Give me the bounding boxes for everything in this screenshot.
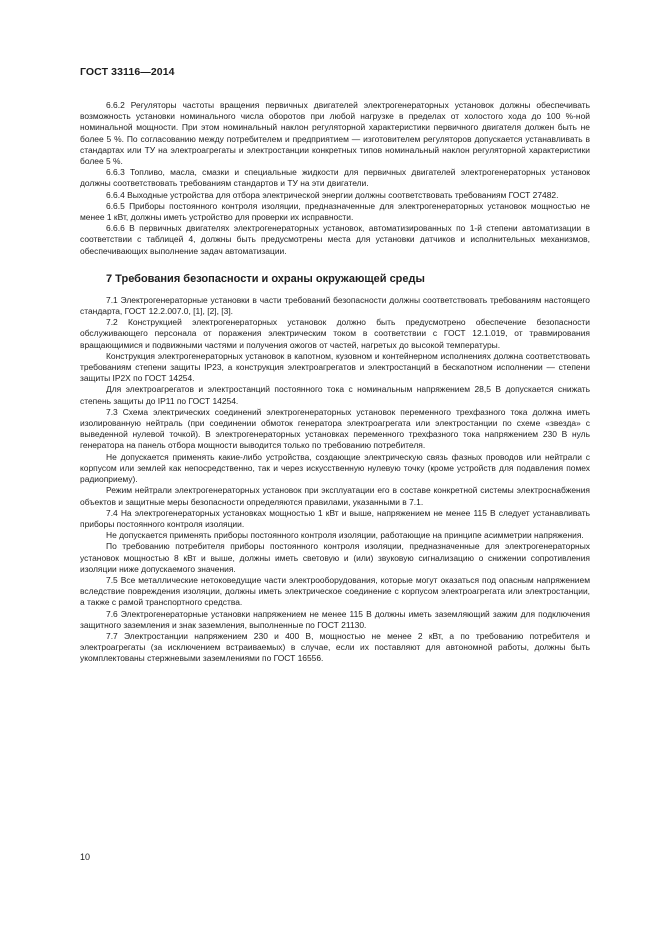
section-heading: 7 Требования безопасности и охраны окружающей среды <box>106 272 425 285</box>
paragraph-7-4-prohibition: Не допускается применять приборы постоянного контроля изоляции, работающие на принципе асимметрии напряжения. <box>106 530 584 541</box>
paragraph-7-3-neutral-mode: Режим нейтрали электрогенераторных установок при эксплуатации его в составе конкретной системы электроснабжения объектов и защитные меры безопасности определяются правилами, указанными в 7.1. <box>80 485 590 507</box>
paragraph-7-3: 7.3 Схема электрических соединений электрогенераторных установок переменного трехфазного тока должна иметь изолированную нейтраль (при соединении обмоток генератора электроагрегата или электростанции по схеме «звезда» с выведенной нулевой точкой). В электрогенераторных установках переменного трехфазного тока напряжением 230 В нуль генератора на панель отбора мощности выводится только по требованию потребителя. <box>80 406 590 451</box>
paragraph-6-6-2: 6.6.2 Регуляторы частоты вращения первичных двигателей электрогенераторных установок должны обеспечивать возможность установки номинального числа оборотов при любой нагрузке в пределах от холостого хода до 100 %-ной номинальной мощности. При этом номинальный наклон регуляторной характеристики первичного двигателя должен быть не более 5 %. По согласованию между потребителем и предприятием — изготовителем регуляторов допускается устанавливать в стандартах или ТУ на электроагрегаты и электростанции конкретных типов номинальный наклон регуляторной характеристики более 5 %. <box>80 100 590 167</box>
standard-header: ГОСТ 33116—2014 <box>80 66 175 78</box>
paragraph-6-6-5: 6.6.5 Приборы постоянного контроля изоляции, предназначенные для электрогенераторных установок мощностью не менее 1 кВт, должны иметь устройство для проверки их исправности. <box>80 200 590 223</box>
page-number: 10 <box>80 852 91 862</box>
paragraph-7-3-prohibition: Не допускается применять какие-либо устройства, создающие электрическую связь фазных проводов или нейтрали с корпусом или землей как непосредственно, так и через искусственную нулевую точку (кроме устройств для подавления помех радиоприему). <box>80 451 590 485</box>
paragraph-7-5: 7.5 Все металлические нетоковедущие части электрооборудования, которые могут оказаться под опасным напряжением вследствие повреждения изоляции, должны иметь электрическое соединение с корпусом электроагрегата или электростанции, а также с рамой транспортного средства. <box>80 574 590 608</box>
paragraph-7-6: 7.6 Электрогенераторные установки напряжением не менее 115 В должны иметь заземляющий зажим для подключения защитного заземления и знак заземления, выполненные по ГОСТ 21130. <box>80 608 590 630</box>
paragraph-7-1: 7.1 Электрогенераторные установки в части требований безопасности должны соответствовать требованиям настоящего стандарта, ГОСТ 12.2.007.0, [1], [2], [3]. <box>80 294 590 317</box>
paragraph-6-6-6: 6.6.6 В первичных двигателях электрогенераторных установок, автоматизированных по 1-й степени автоматизации в соответствии с таблицей 4, должны быть предусмотрены места для установки датчиков и исполнительных механизмов, обеспечивающих выполнение задач автоматизации. <box>80 223 590 256</box>
paragraph-7-7: 7.7 Электростанции напряжением 230 и 400 В, мощностью не менее 2 кВт, а по требованию потребителя и электроагрегаты (за исключением встраиваемых) в случае, если их поставляют для автономной работы, должны быть укомплектованы стержневыми заземлениями по ГОСТ 16556. <box>80 630 590 664</box>
paragraph-7-2-design: Конструкция электрогенераторных установок в капотном, кузовном и контейнерном исполнениях должна соответствовать требованиям степени защиты IP23, а конструкция электроагрегатов и электростанций в бескапотном исполнении — степени защиты IP2X по ГОСТ 14254. <box>80 350 590 384</box>
paragraph-7-4: 7.4 На электрогенераторных установках мощностью 1 кВт и выше, напряжением не менее 115 В следует устанавливать приборы постоянного контроля изоляции. <box>80 507 590 529</box>
paragraph-6-6-4: 6.6.4 Выходные устройства для отбора электрической энергии должны соответствовать требованиям ГОСТ 27482. <box>106 189 559 200</box>
paragraph-7-4-signalling: По требованию потребителя приборы постоянного контроля изоляции, предназначенные для электрогенераторных установок мощностью 8 кВт и выше, должны иметь световую и (или) звуковую сигнализацию о снижении сопротивления изоляции ниже допускаемого значения. <box>80 541 590 574</box>
document-body <box>80 100 590 665</box>
paragraph-6-6-3: 6.6.3 Топливо, масла, смазки и специальные жидкости для первичных двигателей электрогенераторных установок должны соответствовать требованиям стандартов и ТУ на эти двигатели. <box>80 167 590 189</box>
paragraph-7-2: 7.2 Конструкцией электрогенераторных установок должно быть предусмотрено обеспечение безопасности обслуживающего персонала от поражения электрическим током в соответствии с ГОСТ 12.1.019, от травмирования вращающимися и подвижными частями и получения ожогов от частей, нагретых до высокой температуры. <box>80 317 590 350</box>
paragraph-7-2-dc: Для электроагрегатов и электростанций постоянного тока с номинальным напряжением 28,5 В допускается снижать степень защиты до IP11 по ГОСТ 14254. <box>80 384 590 406</box>
